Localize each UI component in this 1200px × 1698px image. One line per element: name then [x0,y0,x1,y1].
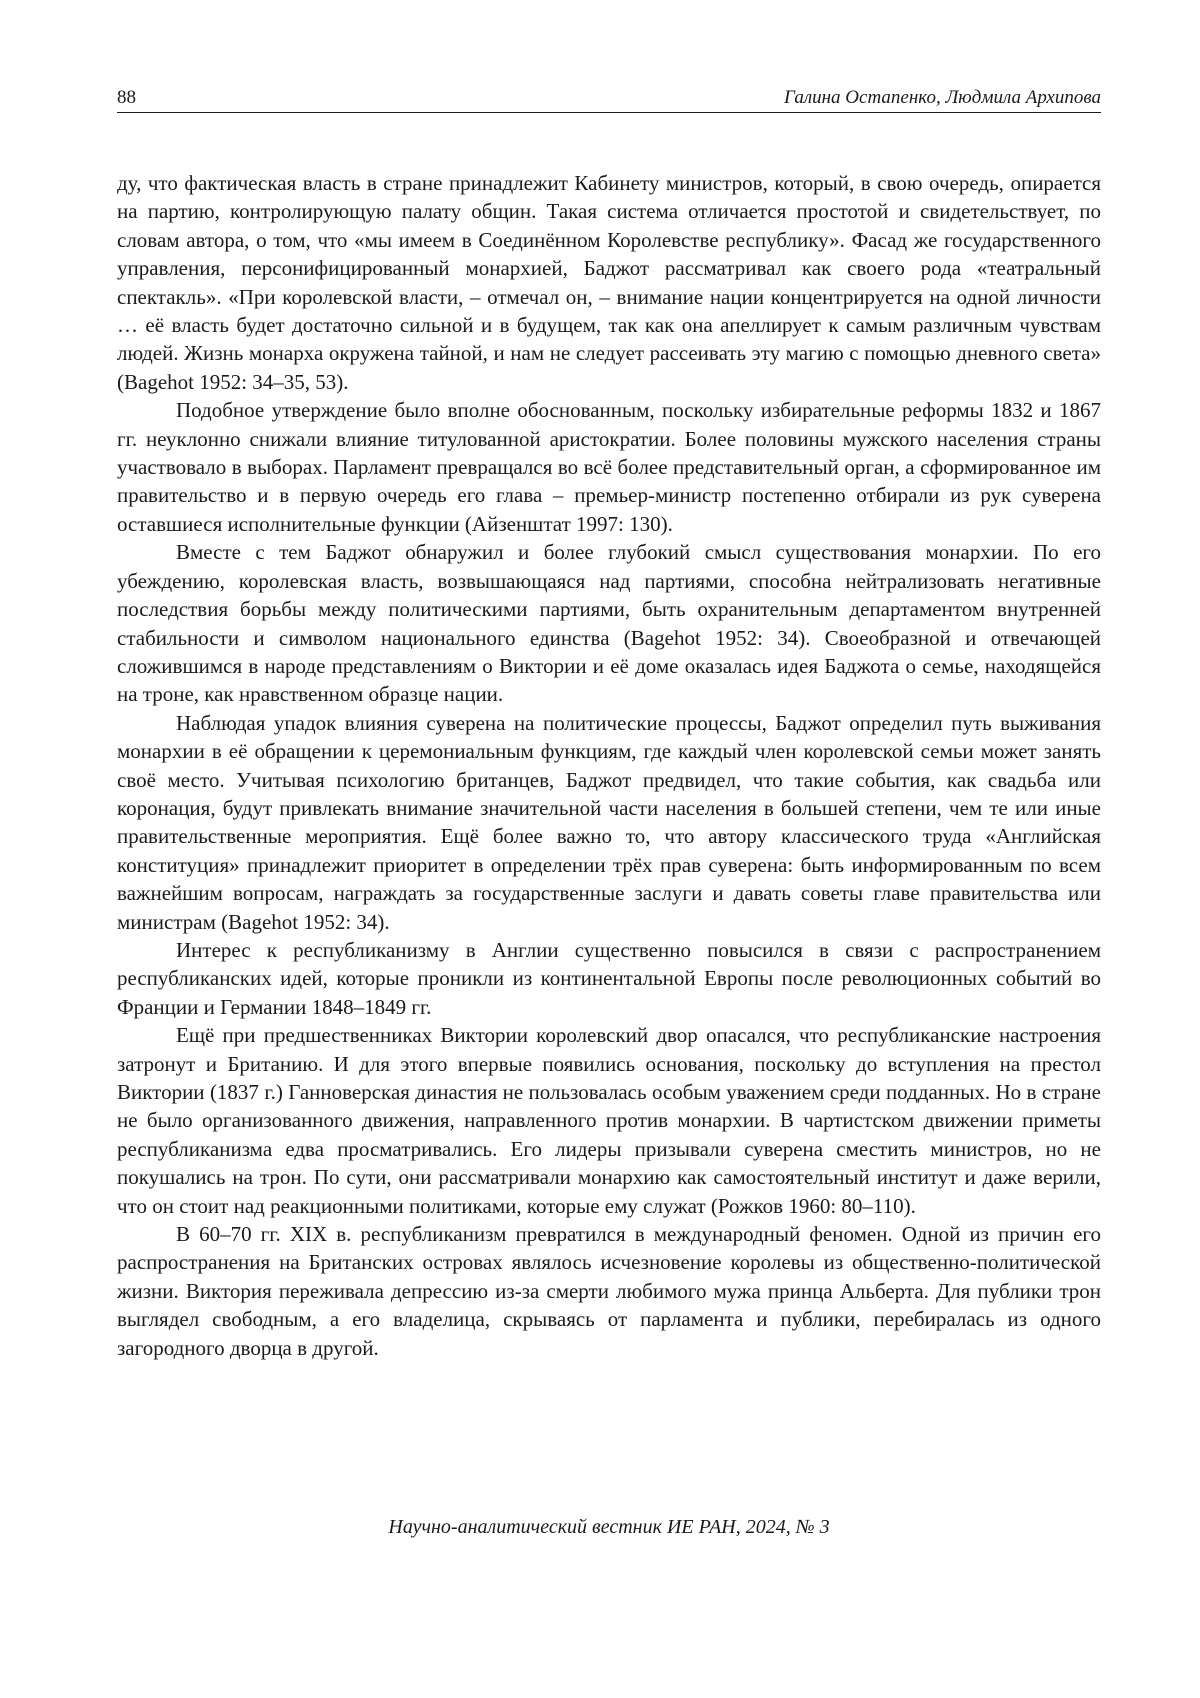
paragraph-1: ду, что фактическая власть в стране принадлежит Кабинету министров, который, в свою очередь, опирается на партию, контролирующую палату общин. Такая система отличается простотой и свидетельствует, по словам автора, о том, что «мы имеем в Соединённом Королевстве республику». Фасад же государственного управления, персонифицированный монархией, Баджот рассматривал как своего рода «театральный спектакль». «При королевской власти, – отмечал он, – внимание нации концентрируется на одной личности … её власть будет достаточно сильной и в будущем, так как она апеллирует к самым различным чувствам людей. Жизнь монарха окружена тайной, и нам не следует рассеивать эту магию с помощью дневного света» (Bagehot 1952: 34–35, 53). [117,171,1101,394]
paragraph-3: Вместе с тем Баджот обнаружил и более глубокий смысл существования монархии. По его убеждению, королевская власть, возвышающаяся над партиями, способна нейтрализовать негативные последствия борьбы между политическими партиями, быть охранительным департаментом внутренней стабильности и символом национального единства (Bagehot 1952: 34). Своеобразной и отвечающей сложившимся в народе представлениям о Виктории и её доме оказалась идея Баджота о семье, находящейся на троне, как нравственном образце нации. [117,540,1101,707]
paragraph-2: Подобное утверждение было вполне обоснованным, поскольку избирательные реформы 1832 и 1867 гг. неуклонно снижали влияние титулованной аристократии. Более половины мужского населения страны участвовало в выборах. Парламент превращался во всё более представительный орган, а сформированное им правительство и в первую очередь его глава – премьер-министр постепенно отбирали из рук суверена оставшиеся исполнительные функции (Айзенштат 1997: 130). [117,398,1101,536]
page-number: 88 [117,87,136,108]
paragraph-5: Интерес к республиканизму в Англии существенно повысился в связи с распространением республиканских идей, которые проникли из континентальной Европы после революционных событий во Франции и Германии 1848–1849 гг. [117,937,1101,1019]
running-header-authors: Галина Остапенко, Людмила Архипова [784,87,1101,108]
paragraph-7: В 60–70 гг. XIX в. республиканизм превратился в международный феномен. Одной из причин его распространения на Британских островах являлось исчезновение королевы из общественно-политической жизни. Виктория переживала депрессию из-за смерти любимого мужа принца Альберта. Для публики трон выглядел свободным, а его владелица, скрываясь от парламента и публики, перебиралась из одного загородного дворца в другой. [117,1222,1101,1360]
running-header [117,86,1101,113]
paragraph-4: Наблюдая упадок влияния суверена на политические процессы, Баджот определил путь выживания монархии в её обращении к церемониальным функциям, где каждый член королевской семьи может занять своё место. Учитывая психологию британцев, Баджот предвидел, что такие события, как свадьба или коронация, будут привлекать внимание значительной части населения в большей степени, чем те или иные правительственные мероприятия. Ещё более важно то, что автору классического труда «Английская конституция» принадлежит приоритет в определении трёх прав суверена: быть информированным по всем важнейшим вопросам, награждать за государственные заслуги и давать советы главе правительства или министрам (Bagehot 1952: 34). [117,710,1101,934]
article-body [117,169,1101,1362]
running-footer-journal: Научно-аналитический вестник ИЕ РАН, 2024, № 3 [388,1516,830,1538]
paragraph-6: Ещё при предшественниках Виктории королевский двор опасался, что республиканские настроения затронут и Британию. И для этого впервые появились основания, поскольку до вступления на престол Виктории (1837 г.) Ганноверская династия не пользовалась особым уважением среди подданных. Но в стране не было организованного движения, направленного против монархии. В чартистском движении приметы республиканизма едва просматривались. Его лидеры призывали суверена сместить министров, но не покушались на трон. По сути, они рассматривали монархию как самостоятельный институт и даже верили, что он стоит над реакционными политиками, которые ему служат (Рожков 1960: 80–110). [117,1023,1101,1218]
